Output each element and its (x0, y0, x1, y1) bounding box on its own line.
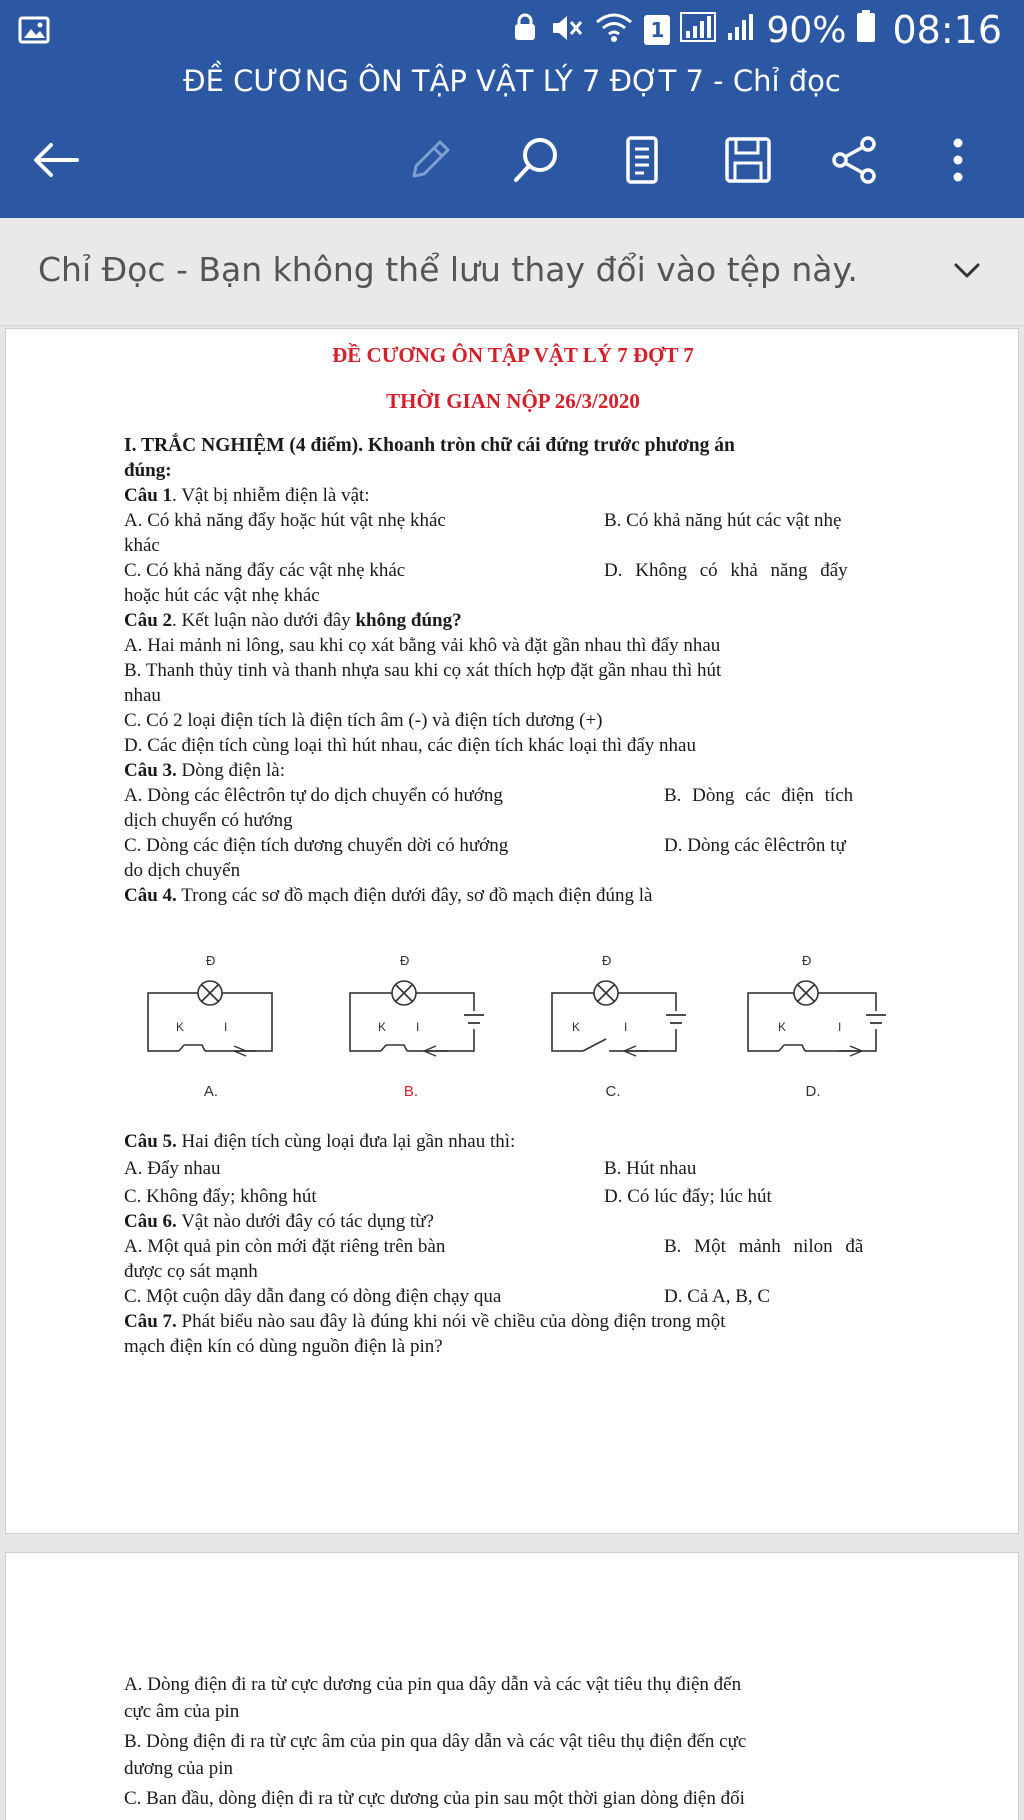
sim-slot-number: 1 (650, 18, 665, 42)
circuit-a-label: A. (203, 1083, 219, 1100)
search-button[interactable] (508, 132, 564, 188)
q5-option-d: D. Có lúc đẩy; lúc hút (604, 1186, 772, 1207)
circuit-d-label: D. (805, 1083, 821, 1100)
alarm-lock-icon (510, 8, 540, 52)
document-title: ĐỀ CƯƠNG ÔN TẬP VẬT LÝ 7 ĐỢT 7 - Chỉ đọc (183, 64, 841, 98)
read-only-message: Chỉ Đọc - Bạn không thể lưu thay đổi vào tệp này. (38, 250, 858, 289)
q2-label: Câu 2 (124, 610, 173, 631)
circuit-b-label: B. (403, 1083, 419, 1100)
q1-row-cd (124, 558, 906, 583)
question-7 (124, 1309, 906, 1334)
q1-option-c-cont: hoặc hút các vật nhẹ khác (124, 585, 320, 606)
q5-row-cd (124, 1184, 906, 1209)
circuit-b-lamp-label: Đ (400, 953, 410, 968)
circuit-a-current-label: I (224, 1020, 228, 1034)
save-button[interactable] (720, 132, 776, 188)
q3-label: Câu 3. (124, 760, 177, 781)
clock: 08:16 (892, 8, 1002, 52)
q5-text: Hai điện tích cùng loại đưa lại gần nhau thì: (176, 1131, 516, 1152)
q5-label: Câu 5. (124, 1131, 177, 1152)
q6-row-ab (124, 1234, 906, 1259)
q5-row-ab (124, 1154, 906, 1184)
circuit-d-current-label: I (838, 1020, 842, 1034)
q3-option-a: A. Dòng các êlêctrôn tự do dịch chuyển có hướng (124, 785, 503, 806)
q1-option-d: D. Không có khả năng đẩy (604, 560, 848, 581)
q7-label: Câu 7. (124, 1311, 177, 1332)
q3-option-d: D. Dòng các êlêctrôn tự (664, 835, 846, 856)
document-body-3 (124, 1671, 906, 1812)
circuit-b-switch-label: K (378, 1020, 387, 1034)
q6-option-a-cont: được cọ sát mạnh (124, 1261, 258, 1282)
q1-option-a: A. Có khả năng đẩy hoặc hút vật nhẹ khác (124, 510, 446, 531)
q7-option-c: C. Ban đầu, dòng điện đi ra từ cực dương của pin sau một thời gian dòng điện đổi (124, 1788, 745, 1809)
q3-option-c-cont: do dịch chuyển (124, 860, 241, 881)
q6-row-cd (124, 1284, 906, 1309)
edit-button[interactable] (402, 132, 458, 188)
question-7-cont: mạch điện kín có dùng nguồn điện là pin? (124, 1336, 443, 1357)
question-3 (124, 758, 906, 783)
sim-slot-badge (644, 15, 670, 45)
back-arrow-icon (31, 140, 81, 180)
circuit-d-lamp-label: Đ (802, 953, 812, 968)
reading-view-button[interactable] (614, 132, 670, 188)
circuit-c-lamp-label: Đ (602, 953, 612, 968)
q5-option-b: B. Hút nhau (604, 1158, 697, 1179)
share-button[interactable] (826, 132, 882, 188)
q1-option-b: B. Có khả năng hút các vật nhẹ (604, 510, 842, 531)
question-4 (124, 883, 906, 908)
q7-option-a-cont: cực âm của pin (124, 1701, 240, 1722)
document-page-2[interactable] (5, 1552, 1019, 1820)
q6-option-d: D. Cả A, B, C (664, 1286, 771, 1307)
circuit-c-label: C. (605, 1083, 621, 1100)
search-icon (511, 135, 561, 185)
back-button[interactable] (28, 132, 84, 188)
circuit-a-switch-label: K (176, 1020, 185, 1034)
circuit-c (550, 949, 700, 1119)
q6-option-c: C. Một cuộn dây dẫn đang có dòng điện chạy qua (124, 1286, 502, 1307)
gallery-notification-icon (18, 14, 50, 46)
status-bar (0, 0, 1024, 60)
document-body-2 (124, 1129, 906, 1359)
q7-text: Phát biểu nào sau đây là đúng khi nói về chiều của dòng điện trong một (176, 1311, 726, 1332)
signal-strength-icon-2 (726, 8, 756, 52)
q2-text-bold: không đúng? (355, 610, 462, 631)
circuit-c-current-label: I (624, 1020, 628, 1034)
q7-option-b-cont: dương của pin (124, 1758, 233, 1779)
circuit-a (146, 949, 296, 1119)
circuit-b-current-label: I (416, 1020, 420, 1034)
section-heading-cont: đúng: (124, 460, 172, 481)
chevron-down-icon[interactable] (950, 254, 984, 288)
q6-text: Vật nào dưới đây có tác dụng từ? (176, 1211, 434, 1232)
q4-label: Câu 4. (124, 885, 177, 906)
q3-option-b: B. Dòng các điện tích (664, 785, 854, 806)
battery-percent: 90% (766, 9, 847, 51)
signal-strength-icon (680, 8, 716, 52)
question-2 (124, 608, 906, 633)
q7-option-a: A. Dòng điện đi ra từ cực dương của pin qua dây dẫn và các vật tiêu thụ điện đến (124, 1674, 742, 1695)
q2-text: . Kết luận nào dưới đây (172, 610, 356, 631)
circuit-b (348, 949, 498, 1119)
question-1 (124, 483, 906, 508)
circuit-diagrams (146, 949, 906, 1119)
mute-icon (550, 8, 584, 52)
q2-option-b-cont: nhau (124, 685, 161, 706)
more-vert-icon (948, 135, 968, 185)
q1-option-c: C. Có khả năng đẩy các vật nhẹ khác (124, 560, 406, 581)
doc-heading: ĐỀ CƯƠNG ÔN TẬP VẬT LÝ 7 ĐỢT 7 (332, 343, 694, 367)
read-only-banner[interactable] (0, 218, 1024, 326)
q3-option-c: C. Dòng các điện tích dương chuyển dời có hướng (124, 835, 509, 856)
q2-option-d: D. Các điện tích cùng loại thì hút nhau, các điện tích khác loại thì đẩy nhau (124, 735, 696, 756)
q6-option-a: A. Một quả pin còn mới đặt riêng trên bàn (124, 1236, 446, 1257)
save-icon (723, 135, 773, 185)
more-options-button[interactable] (930, 132, 986, 188)
q5-option-a: A. Đẩy nhau (124, 1158, 221, 1179)
pencil-icon (406, 136, 454, 184)
q6-option-b: B. Một mảnh nilon đã (664, 1236, 864, 1257)
q2-option-b: B. Thanh thủy tinh và thanh nhựa sau khi cọ xát thích hợp đặt gần nhau thì hút (124, 660, 722, 681)
circuit-d-switch-label: K (778, 1020, 787, 1034)
q1-row-ab (124, 508, 906, 533)
q6-label: Câu 6. (124, 1211, 177, 1232)
q2-option-c: C. Có 2 loại điện tích là điện tích âm (-) và điện tích dương (+) (124, 710, 603, 731)
circuit-c-switch-label: K (572, 1020, 581, 1034)
q4-text: Trong các sơ đồ mạch điện dưới đây, sơ đồ mạch điện đúng là (176, 885, 653, 906)
circuit-d (746, 949, 896, 1119)
q3-text: Dòng điện là: (176, 760, 285, 781)
q1-label: Câu 1 (124, 485, 173, 506)
q5-option-c: C. Không đẩy; không hút (124, 1186, 317, 1207)
document-page-1[interactable] (5, 328, 1019, 1534)
q2-option-a: A. Hai mảnh ni lông, sau khi cọ xát bằng vải khô và đặt gần nhau thì đẩy nhau (124, 635, 721, 656)
document-body (124, 433, 906, 908)
circuit-a-lamp-label: Đ (206, 953, 216, 968)
share-icon (829, 135, 879, 185)
status-icons (510, 6, 1002, 54)
battery-icon (856, 8, 876, 52)
reading-view-icon (622, 135, 662, 185)
q1-option-a-cont: khác (124, 535, 160, 556)
q3-row-cd (124, 833, 906, 858)
doc-subheading: THỜI GIAN NỘP 26/3/2020 (386, 389, 640, 413)
app-bar (0, 0, 1024, 218)
section-heading: I. TRẮC NGHIỆM (4 điểm). Khoanh tròn chữ cái đứng trước phương án (124, 435, 735, 456)
q7-option-b: B. Dòng điện đi ra từ cực âm của pin qua dây dẫn và các vật tiêu thụ điện đến cực (124, 1731, 747, 1752)
q1-text: . Vật bị nhiễm điện là vật: (172, 485, 370, 506)
q3-row-ab (124, 783, 906, 808)
toolbar (0, 120, 1024, 200)
question-5 (124, 1129, 906, 1154)
question-6 (124, 1209, 906, 1234)
wifi-icon (594, 8, 634, 52)
q3-option-a-cont: dịch chuyển có hướng (124, 810, 293, 831)
